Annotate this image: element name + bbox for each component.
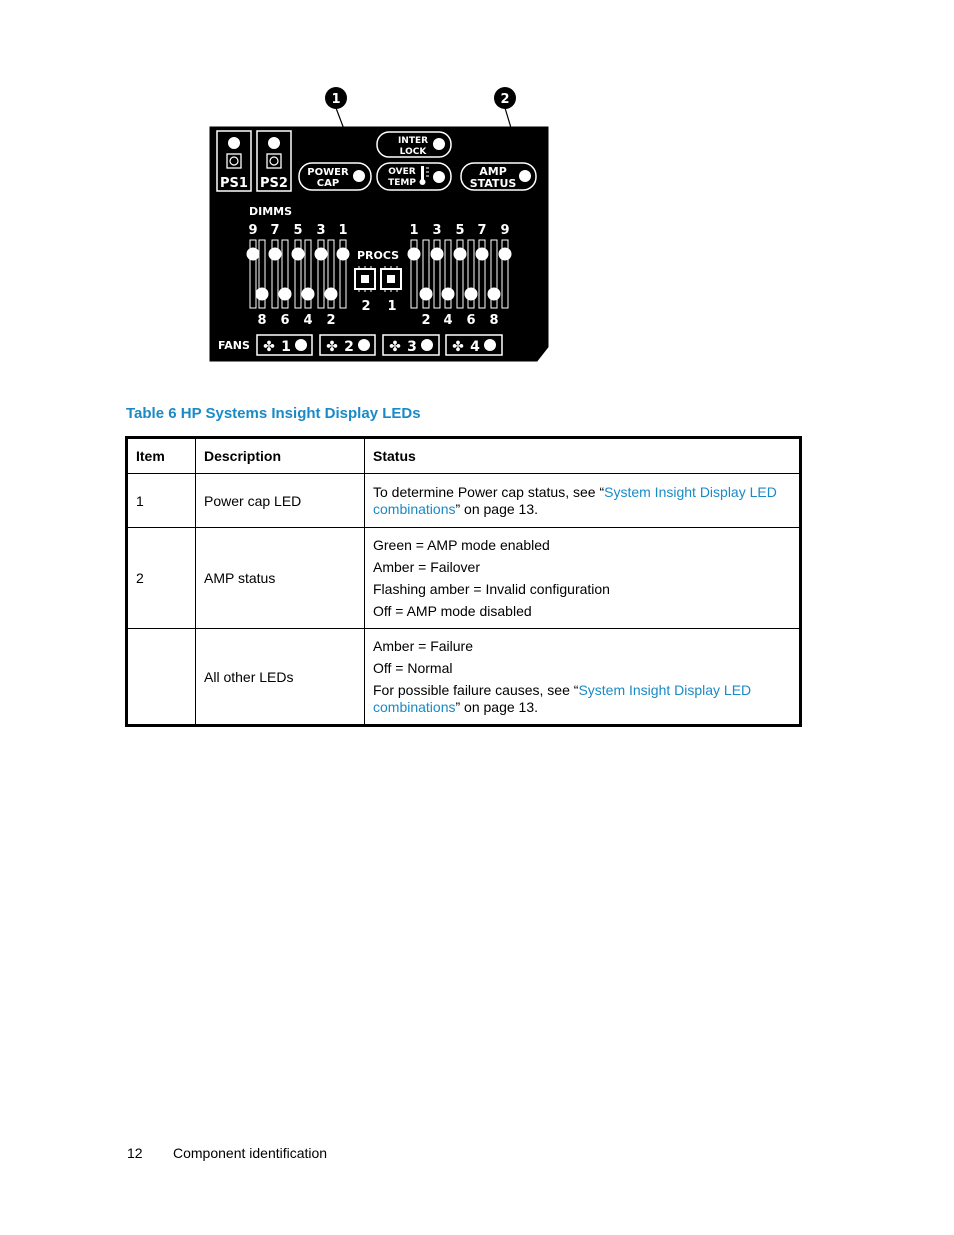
status-line: Off = AMP mode disabled <box>373 602 532 619</box>
description-cell: Power cap LED <box>196 474 365 528</box>
header-status: Status <box>365 438 801 474</box>
description-cell: All other LEDs <box>196 629 365 726</box>
svg-text:3: 3 <box>407 339 417 355</box>
dimm-led <box>292 248 305 261</box>
svg-text:2: 2 <box>344 339 354 355</box>
svg-text:AMP: AMP <box>479 165 507 178</box>
table-row <box>127 474 801 528</box>
dimm-led <box>465 288 478 301</box>
dimm-led <box>315 248 328 261</box>
dimm-led <box>499 248 512 261</box>
callout-1 <box>325 87 347 109</box>
svg-text:1: 1 <box>409 223 419 238</box>
dimms-label: DIMMS <box>249 205 293 218</box>
svg-text:6: 6 <box>280 313 290 328</box>
fan-icon: ✤ <box>263 339 275 355</box>
status-text: ” on page 13. <box>455 698 539 715</box>
svg-text:7: 7 <box>477 223 487 238</box>
svg-text:STATUS: STATUS <box>469 177 517 190</box>
status-line: Off = Normal <box>373 659 453 676</box>
status-cell <box>365 528 801 629</box>
svg-text:1: 1 <box>338 223 348 238</box>
led-table-container <box>125 436 802 727</box>
callout-2 <box>494 87 516 109</box>
svg-text:8: 8 <box>489 313 499 328</box>
svg-text:4: 4 <box>443 313 453 328</box>
dimm-led <box>337 248 350 261</box>
svg-text:5: 5 <box>293 223 303 238</box>
dimm-led <box>269 248 282 261</box>
svg-text:POWER: POWER <box>307 167 349 178</box>
status-line: Amber = Failover <box>373 558 480 575</box>
dimm-led <box>442 288 455 301</box>
svg-text:6: 6 <box>466 313 476 328</box>
status-text: ” on page 13. <box>455 500 539 517</box>
svg-text:2: 2 <box>500 92 510 107</box>
svg-text:LOCK: LOCK <box>399 147 427 157</box>
status-line: Amber = Failure <box>373 637 473 654</box>
dimm-led <box>256 288 269 301</box>
svg-text:7: 7 <box>270 223 280 238</box>
svg-text:1: 1 <box>281 339 291 355</box>
svg-text:3: 3 <box>432 223 442 238</box>
svg-text:CAP: CAP <box>316 178 340 189</box>
svg-text:3: 3 <box>316 223 326 238</box>
description-cell: AMP status <box>196 528 365 629</box>
fans-label: FANS <box>218 339 250 352</box>
status-text: To determine Power cap status, see “ <box>373 483 605 500</box>
dimm-led <box>247 248 260 261</box>
svg-text:5: 5 <box>455 223 465 238</box>
table-header-row <box>127 438 801 474</box>
svg-text:2: 2 <box>361 299 371 314</box>
status-cell <box>365 474 801 528</box>
svg-text:9: 9 <box>248 223 258 238</box>
svg-text:PS1: PS1 <box>220 176 248 191</box>
table-caption: Table 6 HP Systems Insight Display LEDs <box>126 405 421 422</box>
dimm-led <box>476 248 489 261</box>
led-combinations-link[interactable]: System Insight Display LED combinations <box>373 681 752 715</box>
svg-text:TEMP: TEMP <box>388 178 416 188</box>
header-description: Description <box>196 438 365 474</box>
dimm-led <box>279 288 292 301</box>
dimm-led <box>408 248 421 261</box>
item-cell: 1 <box>127 474 196 528</box>
procs-label: PROCS <box>357 249 400 262</box>
fan-icon: ✤ <box>389 339 401 355</box>
status-line: Green = AMP mode enabled <box>373 536 550 553</box>
status-line: Flashing amber = Invalid configuration <box>373 580 610 597</box>
page-footer <box>127 1145 327 1161</box>
svg-text:2: 2 <box>421 313 431 328</box>
dimm-led <box>302 288 315 301</box>
item-cell: 2 <box>127 528 196 629</box>
table-row <box>127 528 801 629</box>
svg-text:PS2: PS2 <box>260 176 288 191</box>
dimm-led <box>431 248 444 261</box>
section-title: Component identification <box>173 1145 328 1161</box>
svg-text:8: 8 <box>257 313 267 328</box>
header-item: Item <box>127 438 196 474</box>
svg-text:OVER: OVER <box>388 167 416 177</box>
svg-text:INTER: INTER <box>397 136 429 146</box>
svg-text:9: 9 <box>500 223 510 238</box>
led-table <box>125 436 802 727</box>
svg-text:4: 4 <box>470 339 480 355</box>
svg-text:1: 1 <box>387 299 397 314</box>
dimm-led <box>454 248 467 261</box>
page-number: 12 <box>127 1145 143 1161</box>
dimm-led <box>325 288 338 301</box>
svg-text:1: 1 <box>331 92 341 107</box>
fan-icon: ✤ <box>326 339 338 355</box>
svg-text:4: 4 <box>303 313 313 328</box>
led-combinations-link[interactable]: System Insight Display LED combinations <box>373 483 777 517</box>
svg-text:2: 2 <box>326 313 336 328</box>
dimm-led <box>488 288 501 301</box>
status-cell <box>365 629 801 726</box>
status-text: For possible failure causes, see “ <box>373 681 579 698</box>
table-row <box>127 629 801 726</box>
systems-insight-display-diagram <box>205 82 555 367</box>
fan-icon: ✤ <box>452 339 464 355</box>
item-cell <box>127 629 196 726</box>
dimm-led <box>420 288 433 301</box>
